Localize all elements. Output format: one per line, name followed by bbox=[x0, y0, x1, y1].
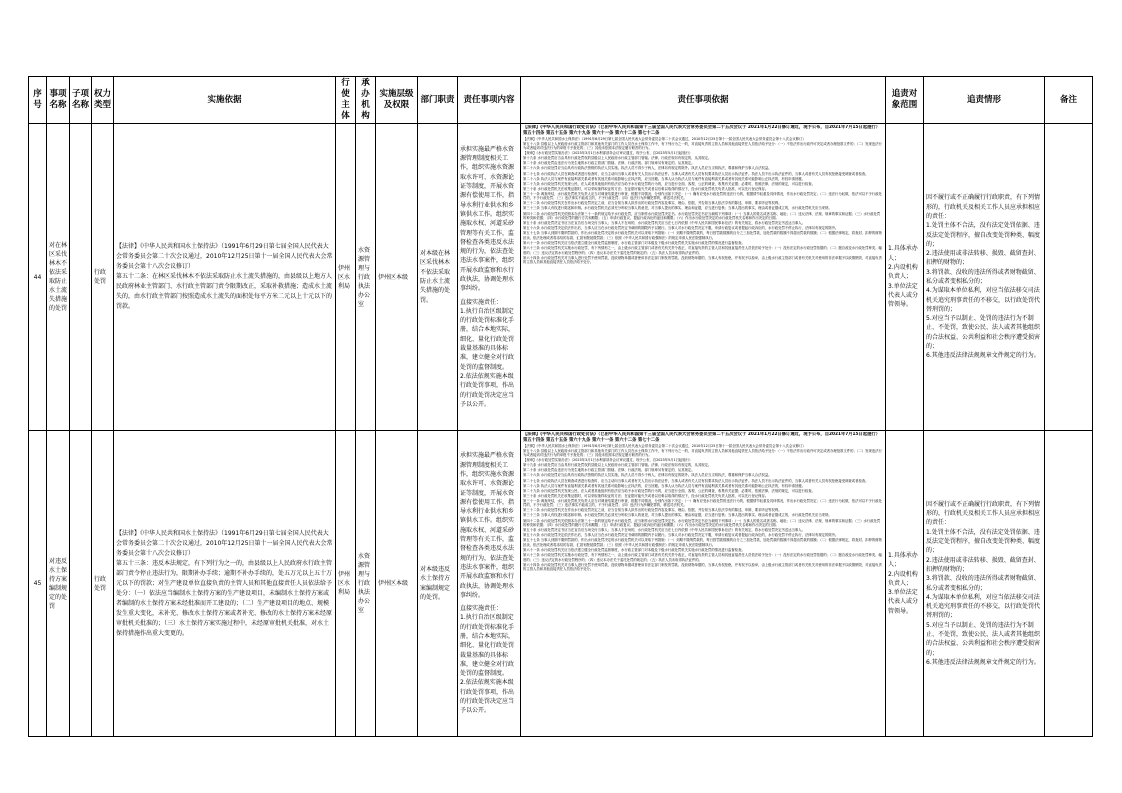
header-remarks: 备注 bbox=[1045, 77, 1093, 124]
resp-basis-paragraph: 第三十二条 水行政处罚机关在作出水行政处罚决定之前，应当告知当事人拟作出的行政处罚内容及事实、理由、依据，并告知当事人依法享有的陈述、申辩、要求听证等权利。 bbox=[523, 508, 782, 513]
resp-basis-paragraph: 第二十九条 水行政处罚机关发现公民、法人或者其他组织有依法应当给予水行政处罚的行为的，应当进行全面、客观、公正的调查，收集有关证据；必要时，依照法律、法规的规定，可以进行检查。 bbox=[523, 488, 815, 493]
resp-basis-paragraph: 第二十条 水行政处罚由违法行为发生地的水行政主管部门管辖。法律、行政法规、部门规章另有规定的，从其规定。 bbox=[523, 161, 695, 166]
duty-content bbox=[458, 431, 521, 737]
resp-basis bbox=[521, 124, 886, 431]
table-row bbox=[29, 124, 1093, 431]
resp-basis-paragraph: 第二十七条 水行政执法人员在调查或者进行检查时，应当主动向当事人或者有关人员出示执法证件。当事人或者有关人员有权要求执法人员出示执法证件。执法人员不出示执法证件的，当事人或者有关人员有权拒绝接受调查或者检查。 bbox=[523, 478, 869, 483]
circumstances-text: 因不履行或不正确履行行政职责，有下列情形的，行政机关及相关工作人员应承担相应的责任： 1.处罚主体不合法，没有法定处罚依据、违反法定处罚程序，擅自改变处罚种类、幅度的； 2.违法使用或非法转移、损毁、截留查封、扣押的财物的； 3.将罚款、没收的违法所得或者财物截留、私分或者变相私分的； 4.为谋取本单位私利，对应当依法移交司法机关追究刑事责任的不移交，以行政处罚代替刑罚的； 5.对应当予以制止、处罚的违法行为不制止、不处罚，致使公民、法人或者其他组织的合法权益、公共利益和社会秩序遭受损害的； 6.其他违反法律法规规章文件规定的行为。 bbox=[926, 194, 1041, 360]
resp-basis-paragraph: 第六十四条 水行政处罚机关对当事人进行处罚不使用罚款、没收财物单据或者使用非法定部门制发的罚款、没收财物单据的，当事人有权拒绝，并有权予以检举，由上级水行政主管部门或者有关机关对使用的非法单据予以收缴销毁，对直接负责的主管人员和其他直接责任人员依法给予处分。 bbox=[523, 255, 882, 265]
resp-basis-paragraph: 第六十四条 水行政处罚机关对当事人进行处罚不使用罚款、没收财物单据或者使用非法定部门制发的罚款、没收财物单据的，当事人有权拒绝，并有权予以检举，由上级水行政主管部门或者有关机关对使用的非法单据予以收缴销毁，对直接负责的主管人员和其他直接责任人员依法给予处分。 bbox=[523, 562, 882, 572]
resp-basis-paragraph: 【法律】《中华人民共和国行政处罚法》（已由中华人民共和国第十三届全国人民代表大会常务委员会第二十五次会议于 2021年1月22日修订通过，现予公布，自2021年7月15日起施行） 第五十四条 第五十五条 第六十九条 第六十一条 第六十二条 第七十二条 bbox=[523, 432, 881, 443]
dept-duty-level bbox=[376, 124, 418, 431]
resp-basis-paragraph: 【法律】《中华人民共和国水土保持法》（1991年6月29日第七届全国人民代表大会常务委员会第二十次会议通过，2010年12月25日第十一届全国人民代表大会常务委员会第十八次会议修订） bbox=[523, 443, 806, 448]
resp-basis-paragraph: 第六十一条 水行政处罚机关应当依法建立健全行政处罚监督制度，水行政主管部门对本级及下级水行政处罚机关实施水行政处罚的情况进行监督检查。 bbox=[523, 241, 745, 245]
scope-text: 1.具体承办人； 2.内设机构负责人； 3.单位法定代表人或分管领导。 bbox=[888, 245, 919, 309]
resp-basis-paragraph: 第五十条 水行政处罚决定书应当在宣告后当场交付当事人；当事人不在场的，水行政处罚机关应当在七日内依照《中华人民共和国民事诉讼法》的有关规定，将水行政处罚决定书送达当事人。 bbox=[523, 221, 805, 226]
header-level: 实施层级及权限 bbox=[376, 77, 418, 124]
resp-basis-paragraph: 第三十条 水行政处罚机关在收集证据时，可以采取抽样取证的方法；在证据可能灭失或者以后难以取得的情况下，经水行政处罚机关负责人批准，可以先行登记保存。 bbox=[523, 493, 769, 498]
scope bbox=[886, 431, 924, 737]
resp-basis-paragraph: 第二十九条 水行政处罚机关发现公民、法人或者其他组织有依法应当给予水行政处罚的行为的，应当进行全面、客观、公正的调查，收集有关证据；必要时，依照法律、法规的规定，可以进行检查。 bbox=[523, 181, 815, 186]
scope bbox=[886, 124, 924, 431]
resp-basis-text bbox=[523, 125, 883, 265]
agency: 水资源管理与行政执法办公室 bbox=[356, 124, 376, 431]
resp-basis-paragraph: 第六十三条 水行政处罚机关实施水行政处罚，有下列情形之一，由上级水行政主管部门或者有关机关责令改正，对直接负责的主管人员和其他直接责任人员依法给予处分：（一）没有法定的水行政处罚依据的；（二）擅自改变水行政处罚种类、幅度的；（三）违反法定的水行政处罚程序的；（四）违反本办法关于委托处罚的规定的；（五）执法人员未取得执法证件的。 bbox=[523, 246, 882, 255]
resp-basis-paragraph: 第六十三条 水行政处罚机关实施水行政处罚，有下列情形之一，由上级水行政主管部门或者有关机关责令改正，对直接负责的主管人员和其他直接责任人员依法给予处分：（一）没有法定的水行政处罚依据的；（二）擅自改变水行政处罚种类、幅度的；（三）违反法定的水行政处罚程序的；（四）违反本办法关于委托处罚的规定的；（五）执法人员未取得执法证件的。 bbox=[523, 553, 882, 562]
resp-basis-paragraph: 第二十六条 水行政处罚应当由具有行政执法资格的执法人员实施。执法人员不得少于两人，法律另有规定的除外。执法人员应当文明执法，尊重和保护当事人合法权益。 bbox=[523, 473, 772, 478]
resp-basis-text bbox=[523, 432, 883, 572]
implementation-basis: 【法律】《中华人民共和国水土保持法》（1991年6月29日第七届全国人民代表大会常务委员会第二十次会议通过，2010年12月25日第十一届全国人民代表大会常务委员会第十八次会议修订） 第五十二条：在林区采伐林木不依法采取防止水土流失措施的，由县级以上地方人民政府林业主管部门、水行政主管部门责令限期改正，采取补救措施；造成水土流失的，由水行政主管部门按照造成水土流失的面积处每平方米二元以上十元以下的罚款。 bbox=[114, 124, 336, 431]
header-num: 序号 bbox=[29, 77, 47, 124]
remarks bbox=[1045, 124, 1093, 431]
level-text: 伊州区本级 bbox=[378, 273, 409, 281]
header-scope: 追责对象范围 bbox=[886, 77, 924, 124]
resp-basis-paragraph: 第六十一条 水行政处罚机关应当依法建立健全行政处罚监督制度，水行政主管部门对本级及下级水行政处罚机关实施水行政处罚的情况进行监督检查。 bbox=[523, 548, 745, 552]
resp-basis-paragraph: 第二十七条 水行政执法人员在调查或者进行检查时，应当主动向当事人或者有关人员出示执法证件。当事人或者有关人员有权要求执法人员出示执法证件。执法人员不出示执法证件的，当事人或者有关人员有权拒绝接受调查或者检查。 bbox=[523, 171, 869, 176]
resp-basis-paragraph: 第二十条 水行政处罚由违法行为发生地的水行政主管部门管辖。法律、行政法规、部门规章另有规定的，从其规定。 bbox=[523, 468, 695, 473]
resp-basis-paragraph: 第二十八条 执法人员与案件有直接利害关系或者有其他关系可能影响公正执法的，应当回避。当事人认为执法人员与案件有直接利害关系或者有其他关系可能影响公正执法的，有权申请回避。 bbox=[523, 483, 805, 488]
scope-text: 1.具体承办人； 2.内设机构负责人； 3.单位法定代表人或分管领导。 bbox=[888, 551, 919, 615]
header-resp-content: 责任事项内容 bbox=[458, 77, 521, 124]
resp-basis-paragraph: 第三十二条 水行政处罚机关在作出水行政处罚决定之前，应当告知当事人拟作出的行政处罚内容及事实、理由、依据，并告知当事人依法享有的陈述、申辩、要求听证等权利。 bbox=[523, 201, 782, 206]
resp-basis-paragraph: 第三十一条 调查终结，水行政处罚机关负责人应当对调查结果进行审查，根据不同情况，分别作出如下决定：（一）确有应受水行政处罚的违法行为的，根据情节轻重及具体情况，作出水行政处罚决定；（二）违法行为轻微，依法可以不予行政处罚的，不予行政处罚；（三）违法事实不能成立的，不予行政处罚；（四）违法行为涉嫌犯罪的，移送司法机关。 bbox=[523, 191, 882, 201]
header-circumstances: 追责情形 bbox=[924, 77, 1045, 124]
resp-basis-paragraph: 第三十条 水行政处罚机关在收集证据时，可以采取抽样取证的方法；在证据可能灭失或者以后难以取得的情况下，经水行政处罚机关负责人批准，可以先行登记保存。 bbox=[523, 186, 769, 191]
dept-duty: 对本级在林区采伐林木不依法采取防止水土流失措施的处罚。 bbox=[418, 124, 458, 431]
header-sub-item-name: 子项名称 bbox=[70, 77, 92, 124]
resp-basis-paragraph: 第五十条 水行政处罚决定书应当在宣告后当场交付当事人；当事人不在场的，水行政处罚机关应当在七日内依照《中华人民共和国民事诉讼法》的有关规定，将水行政处罚决定书送达当事人。 bbox=[523, 528, 805, 533]
remarks bbox=[1045, 431, 1093, 737]
resp-basis-paragraph: 【法律】《中华人民共和国水土保持法》（1991年6月29日第七届全国人民代表大会常务委员会第二十次会议通过，2010年12月25日第十一届全国人民代表大会常务委员会第十八次会议修订） bbox=[523, 136, 806, 141]
resp-basis-paragraph: 第五十六条 水行政处罚决定依法作出后，当事人应当在水行政处罚决定书载明的期限内予以履行。当事人对水行政处罚决定不服，申请行政复议或者提起行政诉讼的，水行政处罚不停止执行，法律另有规定的除外。 bbox=[523, 533, 839, 538]
subject: 伊州区水利局 bbox=[336, 124, 356, 431]
resp-basis-paragraph: 第三十一条 调查终结，水行政处罚机关负责人应当对调查结果进行审查，根据不同情况，分别作出如下决定：（一）确有应受水行政处罚的违法行为的，根据情节轻重及具体情况，作出水行政处罚决定；（二）违法行为轻微，依法可以不予行政处罚的，不予行政处罚；（三）违法事实不能成立的，不予行政处罚；（四）违法行为涉嫌犯罪的，移送司法机关。 bbox=[523, 498, 882, 508]
sub-item-name bbox=[70, 124, 92, 431]
resp-basis-paragraph: 第五十八条 县级以上人民政府水行政主管部门和其他有关部门的工作人员在水土保持工作中，有下列行为之一的，对直接负责的主管人员和其他直接责任人员依法给予处分：（一）不依法作出行政许可决定或者办理批准文件的；（二）发现违法行为或者接到对违法行为的举报不予查处的；（三）其他未依照本法规定履行职责的行为。 bbox=[523, 141, 882, 151]
level-text: 伊州区本级 bbox=[378, 580, 409, 587]
header-row bbox=[29, 77, 1093, 124]
duty-content-text: 承担实施最严格水资源管理制度相关工作，组织实施水资源取水许可、水资源论证等制度，开展水资源有偿使用工作，指导水利行业供水和乡镇供水工作。组织实施取水权、河道采砂管理等有关工作，监督检查各类违反水法规的行为，依法查处违法水事案件，组织开展水政监察和水行政执法，协调处理水事纠纷。 bbox=[460, 145, 515, 293]
duty-content bbox=[458, 124, 521, 431]
item-name: 对违反水土保持方案编制规定的处罚 bbox=[47, 431, 70, 737]
agency: 水资源管理与行政执法办公室 bbox=[356, 431, 376, 737]
power-type: 行政处罚 bbox=[92, 124, 114, 431]
implementation-basis: 【法律】《中华人民共和国水土保持法》（1991年6月29日第七届全国人民代表大会常务委员会第二十次会议通过，2010年12月25日第十一届全国人民代表大会常务委员会第十八次会议修订） 第五十三条：违反本法规定，有下列行为之一的，由县级以上人民政府水行政主管部门责令停止违法行为，限期补办手续；逾期不补办手续的，处五万元以上五十万元以下的罚款；对生产建设单位直接负责的主管人员和其他直接责任人员依法给予处分：（一）依法应当编制水土保持方案的生产建设项目，未编制水土保持方案或者编制的水土保持方案未经批准而开工建设的；（二）生产建设项目的地点、规模发生重大变化，未补充、修改水土保持方案或者补充、修改的水土保持方案未经原审批机关批准的；（三）水土保持方案实施过程中，未经原审批机关批准，对水土保持措施作出重大变更的。 bbox=[114, 431, 336, 737]
resp-basis-paragraph: 【规章】《水行政处罚实施办法》（2023年3月1日水利部部务会议审议通过，现予公布，自2023年5月1日起施行） bbox=[523, 151, 693, 156]
dept-duty: 对本级违反水土保持方案编制规定的处罚。 bbox=[418, 431, 458, 737]
resp-basis-paragraph: 第二十八条 执法人员与案件有直接利害关系或者有其他关系可能影响公正执法的，应当回避。当事人认为执法人员与案件有直接利害关系或者有其他关系可能影响公正执法的，有权申请回避。 bbox=[523, 176, 805, 181]
resp-basis-paragraph: 第十九条 水行政处罚应当由具有行政处罚权的县级以上人民政府水行政主管部门管辖。法律、行政法规另有规定的，从其规定。 bbox=[523, 463, 712, 468]
header-item-name: 事项名称 bbox=[47, 77, 70, 124]
row-num: 45 bbox=[29, 431, 47, 737]
resp-basis-paragraph: 第四十二条 水行政处罚机关依照本办法第三十一条的规定给予水行政处罚，应当制作水行政处罚决定书。水行政处罚决定书应当载明下列事项：（一）当事人的姓名或者名称、地址；（二）违反法律、法规、规章的事实和证据；（三）水行政处罚的种类和依据；（四）水行政处罚的履行方式和期限；（五）申请行政复议、提起行政诉讼的途径和期限；（六）作出水行政处罚决定的水行政处罚机关名称和作出决定的日期。 bbox=[523, 211, 881, 221]
resp-basis-paragraph: 第五十八条 县级以上人民政府水行政主管部门和其他有关部门的工作人员在水土保持工作中，有下列行为之一的，对直接负责的主管人员和其他直接责任人员依法给予处分：（一）不依法作出行政许可决定或者办理批准文件的；（二）发现违法行为或者接到对违法行为的举报不予查处的；（三）其他未依照本法规定履行职责的行为。 bbox=[523, 448, 882, 458]
power-type: 行政处罚 bbox=[92, 431, 114, 737]
resp-content-text: 直接实施责任： 1.执行自治区级制定的行政处罚标准化手册，结合本地实际，细化、量化行政处罚裁量基准的具体标准，建立健全对行政处罚的监督制度。 2.依法依规实施本级行政处罚事项，作出的行政处罚决定应当予以公开。 bbox=[460, 298, 515, 408]
subject: 伊州区水利局 bbox=[336, 431, 356, 737]
table-row bbox=[29, 431, 1093, 737]
resp-content-text: 直接实施责任： 1.执行自治区级制定的行政处罚标准化手册，结合本地实际，细化、量化行政处罚裁量基准的具体标准，建立健全对行政处罚的监督制度。 2.依法依规实施本级行政处罚事项，作出的行政处罚决定应当予以公开。 bbox=[460, 605, 515, 715]
resp-basis-paragraph: 第二十六条 水行政处罚应当由具有行政执法资格的执法人员实施。执法人员不得少于两人，法律另有规定的除外。执法人员应当文明执法，尊重和保护当事人合法权益。 bbox=[523, 166, 772, 171]
header-agency: 承办机构 bbox=[356, 77, 376, 124]
resp-basis bbox=[521, 431, 886, 737]
circumstances-text: 因不履行或不正确履行行政职责，有下列情形的，行政机关及相关工作人员应承担相应的责任： 1.处罚主体不合法，没有法定处罚依据、违反法定处罚程序，擅自改变处罚种类、幅度的； 2.违法使用或非法转移、损毁、截留查封、扣押的财物的； 3.将罚款、没收的违法所得或者财物截留、私分或者变相私分的； 4.为谋取本单位私利，对应当依法移交司法机关追究刑事责任的不移交，以行政处罚代替刑罚的； 5.对应当予以制止、处罚的违法行为不制止、不处罚，致使公民、法人或者其他组织的合法权益、公共利益和社会秩序遭受损害的； 6.其他违反法律法规规章文件规定的行为。 bbox=[926, 500, 1041, 666]
circumstances bbox=[924, 124, 1045, 431]
resp-basis-paragraph: 第十九条 水行政处罚应当由具有行政处罚权的县级以上人民政府水行政主管部门管辖。法律、行政法规另有规定的，从其规定。 bbox=[523, 156, 712, 161]
circumstances bbox=[924, 431, 1045, 737]
dept-duty-level bbox=[376, 431, 418, 737]
resp-basis-paragraph: 【规章】《水行政处罚实施办法》（2023年3月1日水利部部务会议审议通过，现予公布，自2023年5月1日起施行） bbox=[523, 458, 693, 463]
resp-basis-paragraph: 第三十三条 当事人有权进行陈述和申辩。水行政处罚机关必须充分听取当事人的意见，对当事人提出的事实、理由和证据，应当进行复核；当事人提出的事实、理由或者证据成立的，水行政处罚机关应当采纳。 bbox=[523, 513, 832, 518]
header-basis: 实施依据 bbox=[114, 77, 336, 124]
header-dept-duty: 部门职责 bbox=[418, 77, 458, 124]
sub-item-name bbox=[70, 431, 92, 737]
responsibility-table bbox=[28, 76, 1093, 737]
resp-basis-paragraph: 第三十三条 当事人有权进行陈述和申辩。水行政处罚机关必须充分听取当事人的意见，对当事人提出的事实、理由和证据，应当进行复核；当事人提出的事实、理由或者证据成立的，水行政处罚机关应当采纳。 bbox=[523, 206, 832, 211]
resp-basis-paragraph: 第五十七条 当事人到期不缴纳罚款的，作出水行政处罚决定的水行政处罚机关可以采取下列措施：（一）到期不缴纳罚款的，每日按罚款数额的百分之三加处罚款，加处罚款的数额不得超出罚款的数额；（二）根据法律规定，将查封、扣押的财物拍卖、依法处理或者将冻结的存款、汇款划拨抵缴罚款；（三）依照《中华人民共和国行政强制法》的规定申请人民法院强制执行。 bbox=[523, 538, 882, 547]
duty-content-text: 承担实施最严格水资源管理制度相关工作，组织实施水资源取水许可、水资源论证等制度，开展水资源有偿使用工作，指导水利行业供水和乡镇供水工作。组织实施取水权、河道采砂管理等有关工作，监督检查各类违反水法规的行为，依法查处违法水事案件，组织开展水政监察和水行政执法，协调处理水事纠纷。 bbox=[460, 452, 515, 599]
header-resp-basis: 责任事项依据 bbox=[521, 77, 886, 124]
header-subject: 行使主体 bbox=[336, 77, 356, 124]
resp-basis-paragraph: 【法律】《中华人民共和国行政处罚法》（已由中华人民共和国第十三届全国人民代表大会常务委员会第二十五次会议于 2021年1月22日修订通过，现予公布，自2021年7月15日起施行） 第五十四条 第五十五条 第六十九条 第六十一条 第六十二条 第七十二条 bbox=[523, 125, 881, 136]
resp-basis-paragraph: 第五十六条 水行政处罚决定依法作出后，当事人应当在水行政处罚决定书载明的期限内予以履行。当事人对水行政处罚决定不服，申请行政复议或者提起行政诉讼的，水行政处罚不停止执行，法律另有规定的除外。 bbox=[523, 226, 839, 231]
header-power-type: 权力类型 bbox=[92, 77, 114, 124]
resp-basis-paragraph: 第四十二条 水行政处罚机关依照本办法第三十一条的规定给予水行政处罚，应当制作水行政处罚决定书。水行政处罚决定书应当载明下列事项：（一）当事人的姓名或者名称、地址；（二）违反法律、法规、规章的事实和证据；（三）水行政处罚的种类和依据；（四）水行政处罚的履行方式和期限；（五）申请行政复议、提起行政诉讼的途径和期限；（六）作出水行政处罚决定的水行政处罚机关名称和作出决定的日期。 bbox=[523, 518, 881, 528]
resp-basis-paragraph: 第五十七条 当事人到期不缴纳罚款的，作出水行政处罚决定的水行政处罚机关可以采取下列措施：（一）到期不缴纳罚款的，每日按罚款数额的百分之三加处罚款，加处罚款的数额不得超出罚款的数额；（二）根据法律规定，将查封、扣押的财物拍卖、依法处理或者将冻结的存款、汇款划拨抵缴罚款；（三）依照《中华人民共和国行政强制法》的规定申请人民法院强制执行。 bbox=[523, 231, 882, 240]
row-num: 44 bbox=[29, 124, 47, 431]
item-name: 对在林区采伐林木不依法采取防止水土流失措施的处罚 bbox=[47, 124, 70, 431]
